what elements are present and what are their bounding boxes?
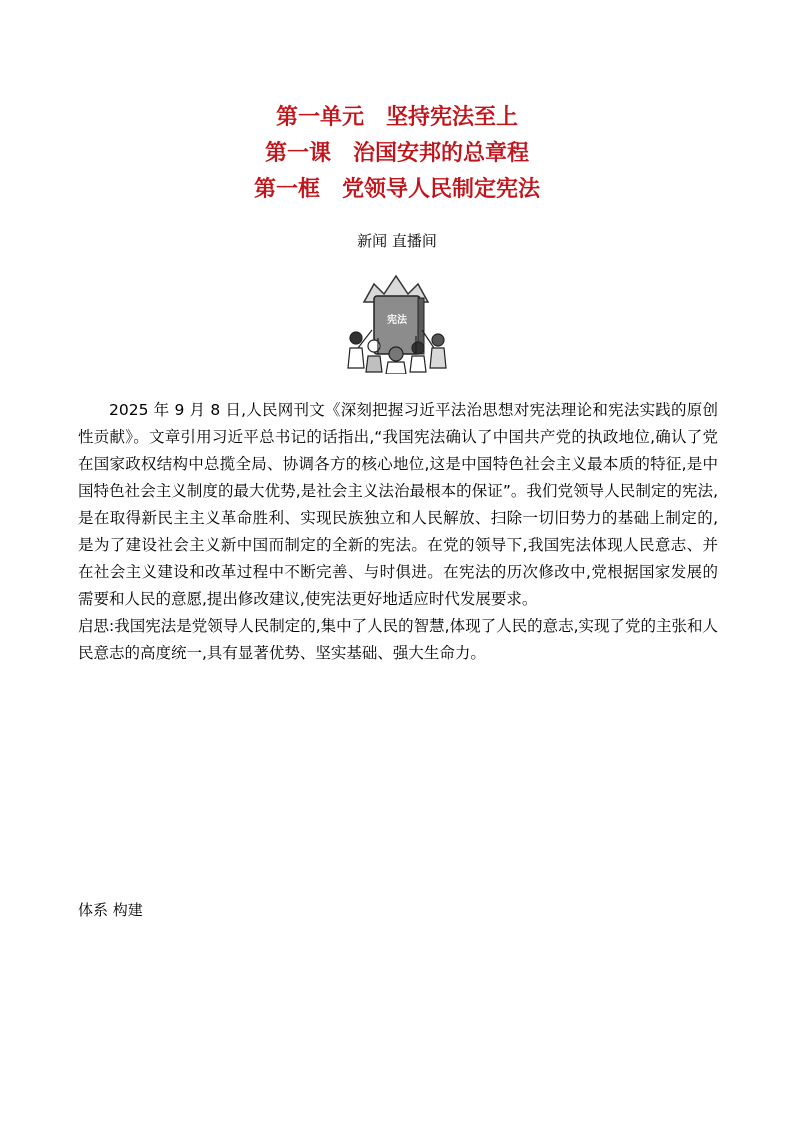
book-label: 宪法	[387, 315, 407, 326]
lesson-title: 第一课 治国安邦的总章程	[264, 141, 529, 166]
section-system-heading: 体系 构建	[78, 901, 143, 919]
constitution-illustration	[344, 268, 450, 374]
article-body	[78, 397, 718, 667]
insight-paragraph: 启思:我国宪法是党领导人民制定的,集中了人民的智慧,体现了人民的意志,实现了党的主张和人民意志的高度统一,具有显著优势、坚实基础、强大生命力。	[78, 617, 719, 662]
unit-title: 第一单元 坚持宪法至上	[275, 105, 518, 130]
news-paragraph: 2025 年 9 月 8 日,人民网刊文《深刻把握习近平法治思想对宪法理论和宪法实践的原创性贡献》。文章引用习近平总书记的话指出,“我国宪法确认了中国共产党的执政地位,确认了党在国家政权结构中总揽全局、协调各方的核心地位,这是中国特色社会主义最本质的特征,是中国特色社会主义制度的最大优势,是社会主义法治最根本的保证”。我们党领导人民制定的宪法,是在取得新民主主义革命胜利、实现民族独立和人民解放、扫除一切旧势力的基础上制定的,是为了建设社会主义新中国而制定的全新的宪法。在党的领导下,我国宪法体现人民意志、并在社会主义建设和改革过程中不断完善、与时俱进。在宪法的历次修改中,党根据国家发展的需要和人民的意愿,提出修改建议,使宪法更好地适应时代发展要求。	[78, 401, 718, 608]
section-news-heading: 新闻 直播间	[357, 232, 437, 250]
frame-title: 第一框 党领导人民制定宪法	[253, 177, 540, 202]
title-block	[0, 100, 794, 208]
